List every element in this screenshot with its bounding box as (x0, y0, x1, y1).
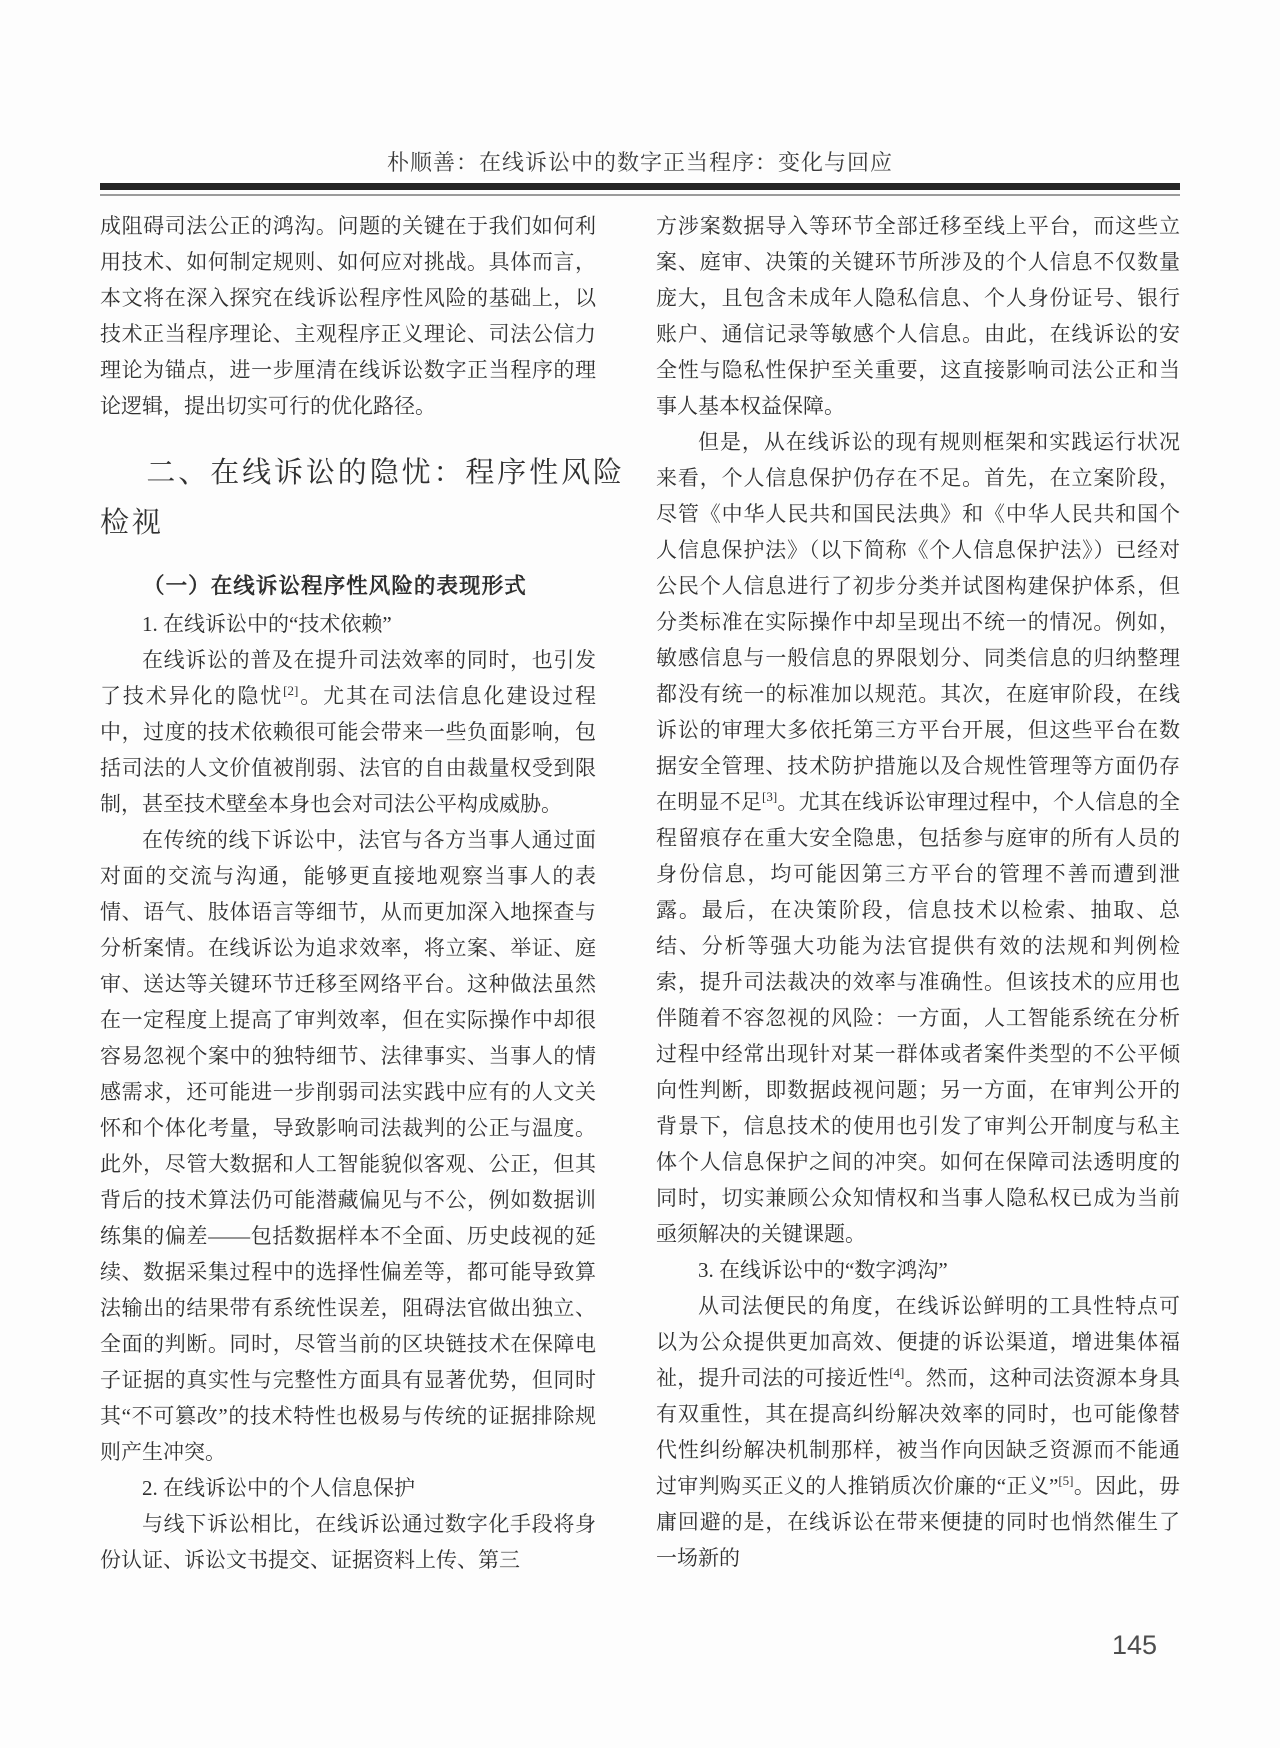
text-run: 。因此，毋庸回避的是，在线诉讼在带来便捷的同时也悄然催生了一场新的 (656, 1474, 1181, 1570)
header-rule-thin (100, 194, 1180, 196)
text-run: 。尤其在线诉讼审理过程中，个人信息的全程留痕存在重大安全隐患，包括参与庭审的所有人员的身份信息，均可能因第三方平台的管理不善而遭到泄露。最后，在决策阶段，信息技术以检索、抽取、总结、分析等强大功能为法官提供有效的法规和判例检索，提升司法裁决的效率与准确性。但该技术的应用也伴随着不容忽视的风险：一方面，人工智能系统在分析过程中经常出现针对某一群体或者案件类型的不公平倾向性判断，即数据歧视问题；另一方面，在审判公开的背景下，信息技术的使用也引发了审判公开制度与私主体个人信息保护之间的冲突。如何在保障司法透明度的同时，切实兼顾公众知情权和当事人隐私权已成为当前亟须解决的关键课题。 (656, 790, 1181, 1246)
footnote-ref-4: [4] (889, 1365, 905, 1380)
item-heading-digital-divide: 3. 在线诉讼中的“数字鸿沟” (698, 1258, 948, 1282)
paragraph-continuation: 成阻碍司法公正的鸿沟。问题的关键在于我们如何利用技术、如何制定规则、如何应对挑战。具体而言，本文将在深入探究在线诉讼程序性风险的基础上，以技术正当程序理论、主观程序正义理论、司法公信力理论为锚点，进一步厘清在线诉讼数字正当程序的理论逻辑，提出切实可行的优化路径。 (100, 214, 596, 418)
right-column (656, 208, 1180, 1576)
text-run: 从司法便民的角度，在线诉讼鲜明的工具性特点可以为公众提供更加高效、便捷的诉讼渠道，增进集体福祉，提升司法的可接近性 (656, 1294, 1180, 1390)
paragraph: 与线下诉讼相比，在线诉讼通过数字化手段将身份认证、诉讼文书提交、证据资料上传、第三 (100, 1512, 596, 1572)
paragraph (656, 424, 1180, 1252)
page-number: 145 (1112, 1630, 1158, 1660)
footnote-ref-3: [3] (762, 789, 778, 804)
running-header-title: 朴顺善：在线诉讼中的数字正当程序：变化与回应 (386, 150, 893, 175)
item-heading-technology-dependence: 1. 在线诉讼中的“技术依赖” (142, 612, 392, 636)
text-run: 。然而，这种司法资源本身具有双重性，其在提高纠纷解决效率的同时，也可能像替代性纠纷解决机制那样，被当作向因缺乏资源而不能通过审判购买正义的人推销质次价廉的“正义” (656, 1366, 1181, 1498)
paragraph (656, 1288, 1180, 1576)
header-rule-thick (100, 183, 1180, 190)
text-run: 在线诉讼的普及在提升司法效率的同时，也引发了技术异化的隐忧 (100, 648, 596, 708)
paragraph: 在传统的线下诉讼中，法官与各方当事人通过面对面的交流与沟通，能够更直接地观察当事人的表情、语气、肢体语言等细节，从而更加深入地探查与分析案情。在线诉讼为追求效率，将立案、举证、庭审、送达等关键环节迁移至网络平台。这种做法虽然在一定程度上提高了审判效率，但在实际操作中却很容易忽视个案中的独特细节、法律事实、当事人的情感需求，还可能进一步削弱司法实践中应有的人文关怀和个体化考量，导致影响司法裁判的公正与温度。此外，尽管大数据和人工智能貌似客观、公正，但其背后的技术算法仍可能潜藏偏见与不公，例如数据训练集的偏差——包括数据样本不全面、历史歧视的延续、数据采集过程中的选择性偏差等，都可能导致算法输出的结果带有系统性误差，阻碍法官做出独立、全面的判断。同时，尽管当前的区块链技术在保障电子证据的真实性与完整性方面具有显著优势，但同时其“不可篡改”的技术特性也极易与传统的证据排除规则产生冲突。 (100, 828, 596, 1464)
text-run: 但是，从在线诉讼的现有规则框架和实践运行状况来看，个人信息保护仍存在不足。首先，在立案阶段，尽管《中华人民共和国民法典》和《中华人民共和国个人信息保护法》（以下简称《个人信息保护法》）已经对公民个人信息进行了初步分类并试图构建保护体系，但分类标准在实际操作中却呈现出不统一的情况。例如，敏感信息与一般信息的界限划分、同类信息的归纳整理都没有统一的标准加以规范。其次，在庭审阶段，在线诉讼的审理大多依托第三方平台开展，但这些平台在数据安全管理、技术防护措施以及合规性管理等方面仍存在明显不足 (656, 430, 1180, 814)
left-column (100, 208, 625, 1578)
text-run: 。尤其在司法信息化建设过程中，过度的技术依赖很可能会带来一些负面影响，包括司法的人文价值被削弱、法官的自由裁量权受到限制，甚至技术壁垒本身也会对司法公平构成威胁。 (100, 684, 597, 816)
subsection-heading: （一）在线诉讼程序性风险的表现形式 (143, 574, 527, 598)
paragraph-continuation: 方涉案数据导入等环节全部迁移至线上平台，而这些立案、庭审、决策的关键环节所涉及的个人信息不仅数量庞大，且包含未成年人隐私信息、个人身份证号、银行账户、通信记录等敏感个人信息。由此，在线诉讼的安全性与隐私性保护至关重要，这直接影响司法公正和当事人基本权益保障。 (656, 214, 1180, 418)
item-heading-personal-info-protection: 2. 在线诉讼中的个人信息保护 (142, 1476, 415, 1500)
section-heading: 二、在线诉讼的隐忧：程序性风险检视 (100, 457, 625, 539)
footnote-ref-5: [5] (1058, 1473, 1074, 1488)
paragraph (100, 642, 596, 822)
footnote-ref-2: [2] (283, 683, 299, 698)
